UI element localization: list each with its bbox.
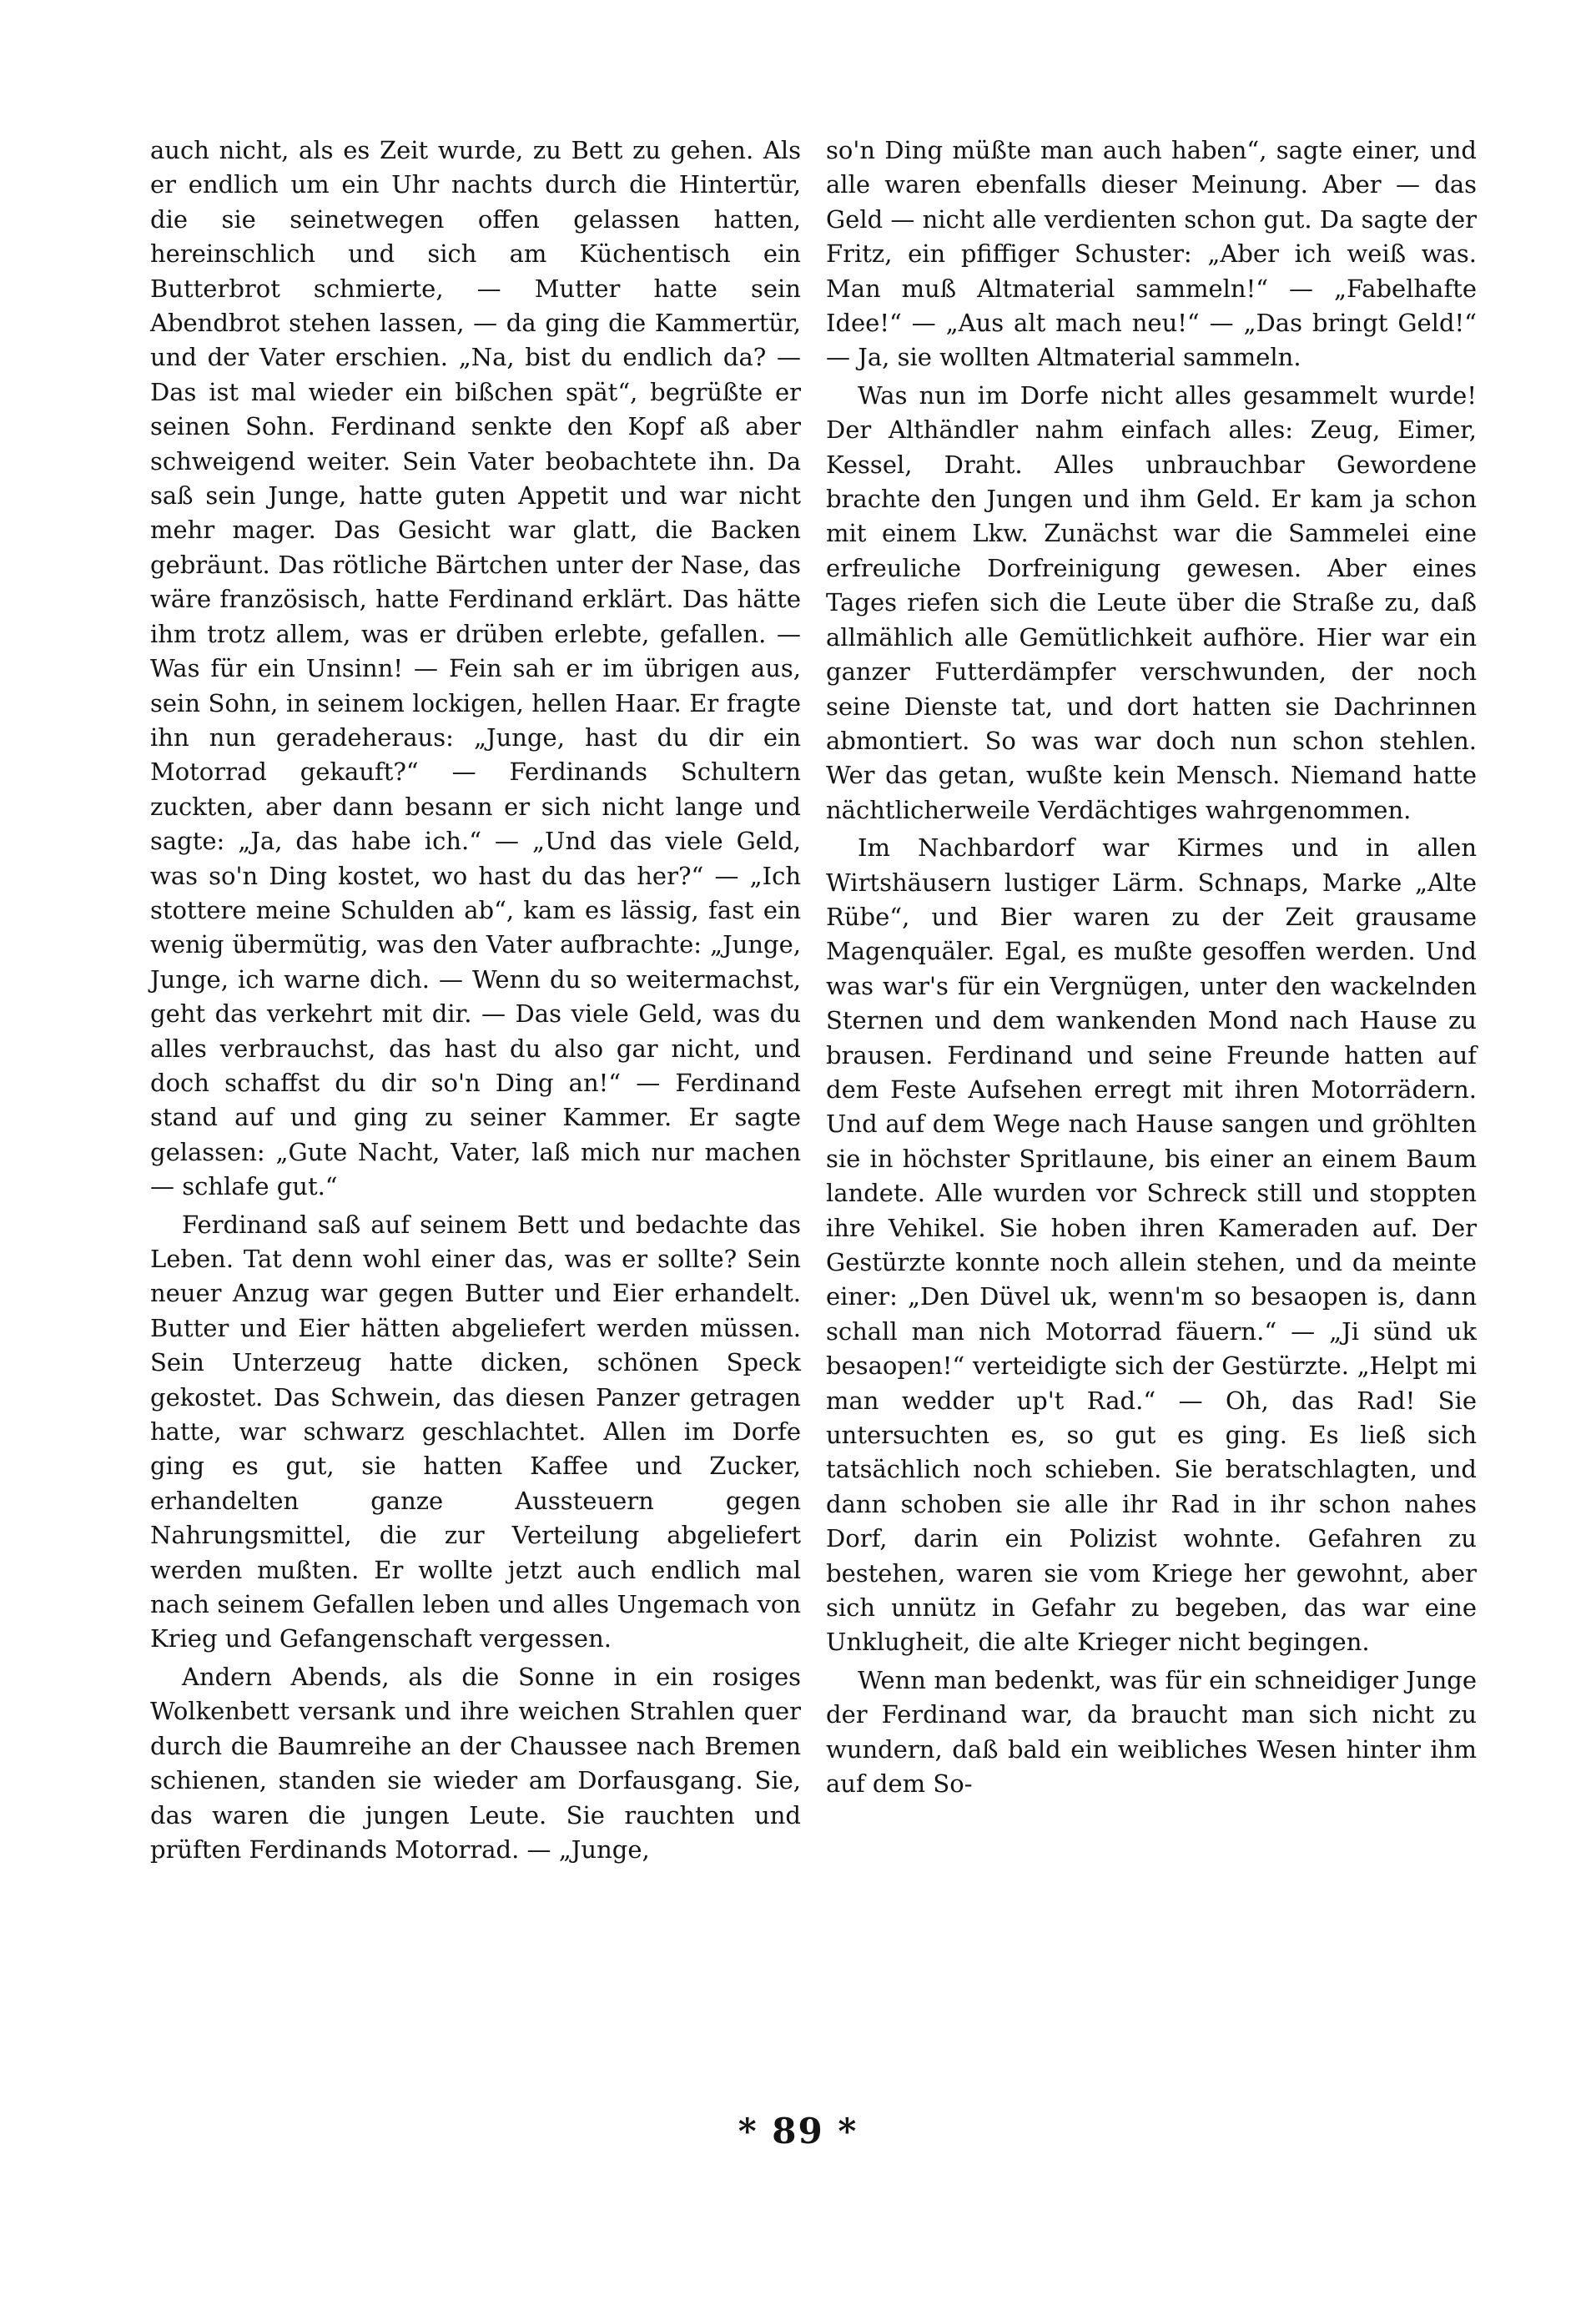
paragraph: Wenn man bedenkt, was für ein schneidiger Junge der Ferdinand war, da braucht man sich nicht zu wundern, daß bald ein weibliches Wesen hinter ihm auf dem So- bbox=[826, 1665, 1477, 1799]
paragraph: Andern Abends, als die Sonne in ein rosiges Wolkenbett versank und ihre weichen Strahlen quer durch die Baumreihe an der Chaussee nach Bremen schienen, standen sie wieder am Dorfausgang. Sie, das waren die jungen Leute. Sie rauchten und prüften Ferdinands Motorrad. — „Junge, bbox=[150, 1662, 801, 1864]
paragraph: Ferdinand saß auf seinem Bett und bedachte das Leben. Tat denn wohl einer das, was er sollte? Sein neuer Anzug war gegen Butter und Eier erhandelt. Butter und Eier hätten abgeliefert werden müssen. Sein Unterzeug hatte dicken, schönen Speck gekostet. Das Schwein, das diesen Panzer getragen hatte, war schwarz geschlachtet. Allen im Dorfe ging es gut, sie hatten Kaffee und Zucker, erhandelten ganze Aussteuern gegen Nahrungsmittel, die zur Verteilung abgeliefert werden mußten. Er wollte jetzt auch endlich mal nach seinem Gefallen leben und alles Ungemach von Krieg und Gefangenschaft vergessen. bbox=[150, 1210, 801, 1653]
right-text-column bbox=[826, 133, 1477, 1805]
left-text-column bbox=[150, 133, 801, 1870]
paragraph: Im Nachbardorf war Kirmes und in allen Wirtshäusern lustiger Lärm. Schnaps, Marke „Alte Rübe“, und Bier waren zu der Zeit grausame Magenquäler. Egal, es mußte gesoffen werden. Und was war's für ein Vergnügen, unter den wackelnden Sternen und dem wankenden Mond nach Hause zu brausen. Ferdinand und seine Freunde hatten auf dem Feste Aufsehen erregt mit ihren Motorrädern. Und auf dem Wege nach Hause sangen und gröhlten sie in höchster Spritlaune, bis einer an einem Baum landete. Alle wurden vor Schreck still und stoppten ihre Vehikel. Sie hoben ihren Kameraden auf. Der Gestürzte konnte noch allein stehen, und da meinte einer: „Den Düvel uk, wenn'm so besaopen is, dann schall man nich Motorrad fäuern.“ — „Ji sünd uk besaopen!“ verteidigte sich der Gestürzte. „Helpt mi man wedder up't Rad.“ — Oh, das Rad! Sie untersuchten es, so gut es ging. Es ließ sich tatsächlich noch schieben. Sie beratschlagten, und dann schoben sie alle ihr Rad in ihr schon nahes Dorf, darin ein Polizist wohnte. Gefahren zu bestehen, waren sie vom Kriege her gewohnt, aber sich unnütz in Gefahr zu begeben, das war eine Unklugheit, die alte Krieger nicht begingen. bbox=[826, 833, 1477, 1657]
paragraph: so'n Ding müßte man auch haben“, sagte einer, und alle waren ebenfalls dieser Meinung. Aber — das Geld — nicht alle verdienten schon gut. Da sagte der Fritz, ein pfiffiger Schuster: „Aber ich weiß was. Man muß Altmaterial sammeln!“ — „Fabelhafte Idee!“ — „Aus alt mach neu!“ — „Das bringt Geld!“ — Ja, sie wollten Altmaterial sammeln. bbox=[826, 136, 1477, 372]
paragraph: auch nicht, als es Zeit wurde, zu Bett zu gehen. Als er endlich um ein Uhr nachts durch die Hintertür, die sie seinetwegen offen gelassen hatten, hereinschlich und sich am Küchentisch ein Butterbrot schmierte, — Mutter hatte sein Abendbrot stehen lassen, — da ging die Kammertür, und der Vater erschien. „Na, bist du endlich da? — Das ist mal wieder ein bißchen spät“, begrüßte er seinen Sohn. Ferdinand senkte den Kopf aß aber schweigend weiter. Sein Vater beobachtete ihn. Da saß sein Junge, hatte guten Appetit und war nicht mehr mager. Das Gesicht war glatt, die Backen gebräunt. Das rötliche Bärtchen unter der Nase, das wäre französisch, hatte Ferdinand erklärt. Das hätte ihm trotz allem, was er drüben erlebte, gefallen. — Was für ein Unsinn! — Fein sah er im übrigen aus, sein Sohn, in seinem lockigen, hellen Haar. Er fragte ihn nun geradeheraus: „Junge, hast du dir ein Motorrad gekauft?“ — Ferdinands Schultern zuckten, aber dann besann er sich nicht lange und sagte: „Ja, das habe ich.“ — „Und das viele Geld, was so'n Ding kostet, wo hast du das her?“ — „Ich stottere meine Schulden ab“, kam es lässig, fast ein wenig übermütig, was den Vater aufbrachte: „Junge, Junge, ich warne dich. — Wenn du so weitermachst, geht das verkehrt mit dir. — Das viele Geld, was du alles verbrauchst, das hast du also gar nicht, und doch schaffst du dir so'n Ding an!“ — Ferdinand stand auf und ging zu seiner Kammer. Er sagte gelassen: „Gute Nacht, Vater, laß mich nur machen — schlafe gut.“ bbox=[150, 136, 801, 1201]
page-number: * 89 * bbox=[738, 2111, 858, 2152]
paragraph: Was nun im Dorfe nicht alles gesammelt wurde! Der Althändler nahm einfach alles: Zeug, Eimer, Kessel, Draht. Alles unbrauchbar Gewordene brachte den Jungen und ihm Geld. Er kam ja schon mit einem Lkw. Zunächst war die Sammelei eine erfreuliche Dorfreinigung gewesen. Aber eines Tages riefen sich die Leute über die Straße zu, daß allmählich alle Gemütlichkeit aufhöre. Hier war ein ganzer Futterdämpfer verschwunden, der noch seine Dienste tat, und dort hatten sie Dachrinnen abmontiert. So was war doch nun schon stehlen. Wer das getan, wußte kein Mensch. Niemand hatte nächtlicherweile Verdächtiges wahrgenommen. bbox=[826, 380, 1477, 824]
